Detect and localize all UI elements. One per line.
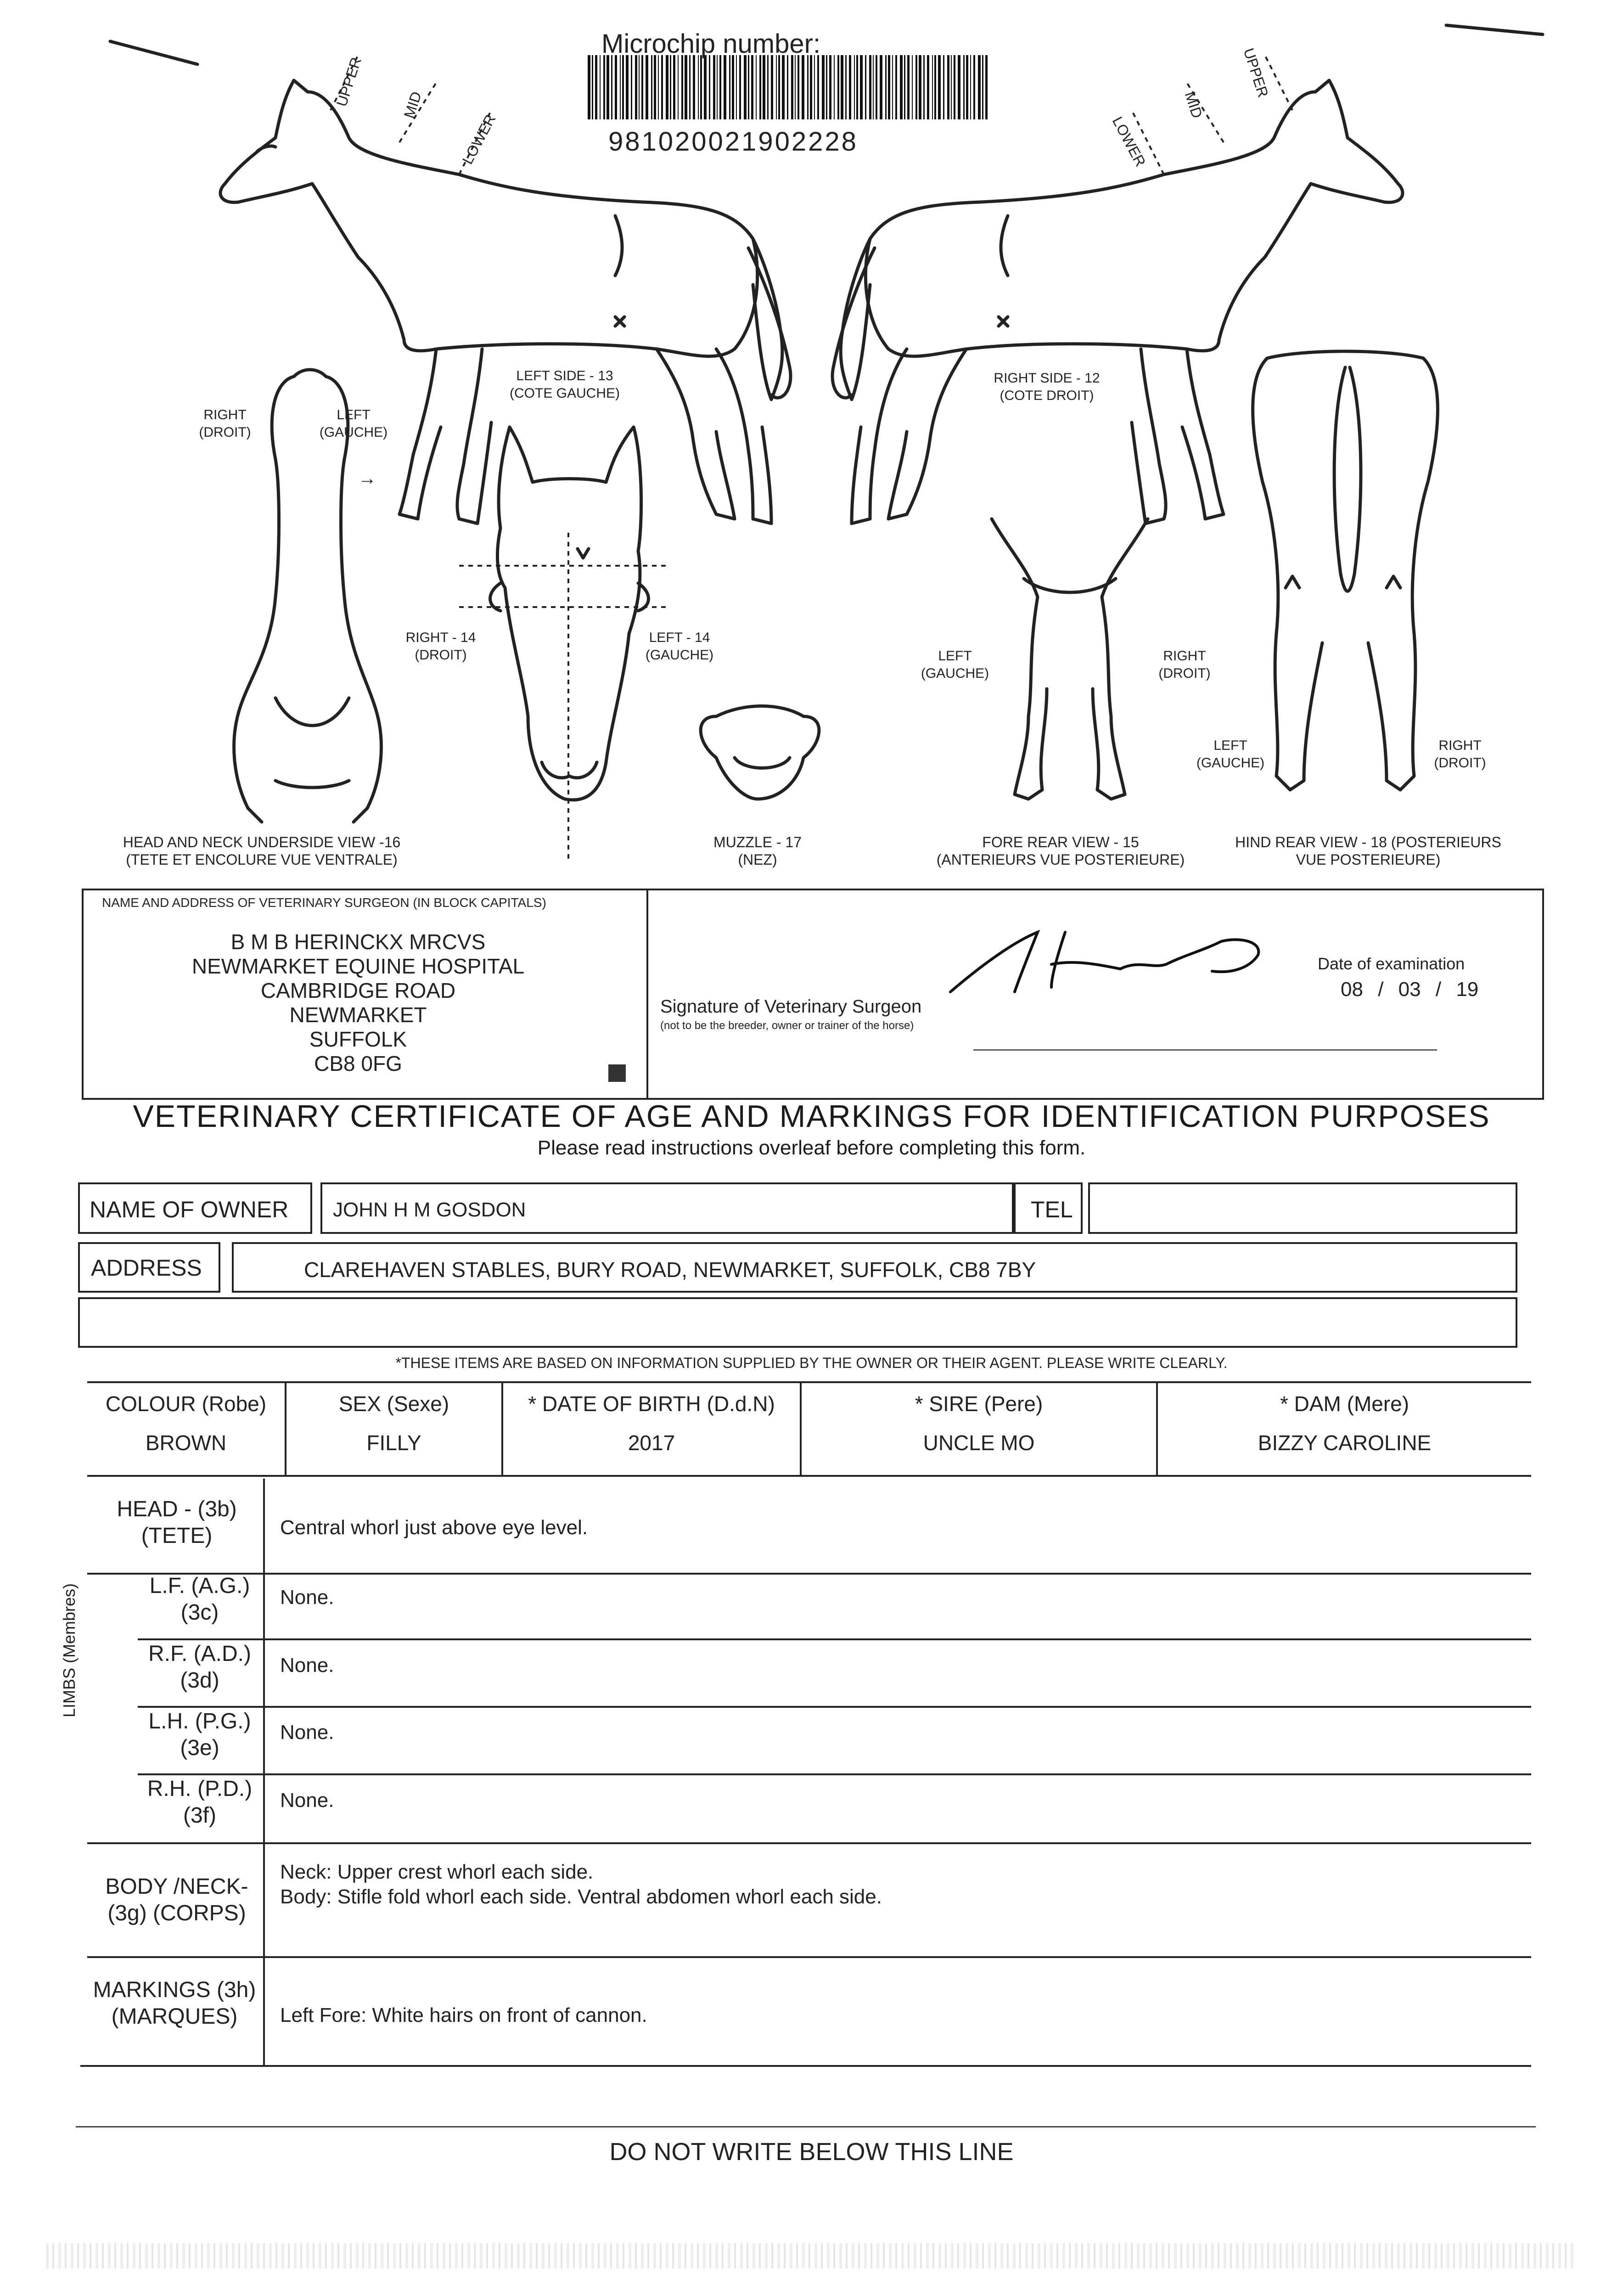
markings-divider bbox=[263, 1479, 265, 2066]
rf-row-label-2: (3d) bbox=[180, 1668, 219, 1693]
date-month: 03 bbox=[1398, 978, 1421, 1001]
hind-rear-caption-2: VUE POSTERIEURE) bbox=[1296, 851, 1441, 868]
microchip-label: Microchip number: bbox=[601, 29, 821, 59]
header-dob: * DATE OF BIRTH (D.d.N) bbox=[528, 1392, 775, 1416]
right-side-horse-drawing bbox=[832, 80, 1403, 523]
header-colour: COLOUR (Robe) bbox=[105, 1392, 267, 1416]
head-whorl-mark bbox=[578, 549, 589, 558]
corner-scribble-left bbox=[110, 41, 197, 64]
upper-neck-line-right bbox=[1265, 55, 1292, 110]
vet-address-line-3: CAMBRIDGE ROAD bbox=[260, 979, 456, 1002]
head-left-text: LEFT - 14 bbox=[649, 630, 710, 645]
lh-row-bottom bbox=[138, 1773, 1531, 1775]
hind-rear-view-drawing bbox=[1253, 351, 1438, 790]
do-not-write-text: DO NOT WRITE BELOW THIS LINE bbox=[609, 2138, 1014, 2166]
head-row-label-2: (TETE) bbox=[141, 1524, 213, 1548]
header-dam: * DAM (Mere) bbox=[1280, 1392, 1410, 1416]
details-bottom-line bbox=[87, 1475, 1531, 1477]
scan-noise-strip bbox=[46, 2243, 1575, 2268]
body-row-label bbox=[92, 1874, 262, 1927]
head-row-label-1: HEAD - (3b) bbox=[117, 1497, 237, 1521]
limbs-label: LIMBS (Membres) bbox=[60, 1583, 79, 1717]
lower-label-left: LOWER bbox=[459, 112, 499, 167]
header-sex: SEX (Sexe) bbox=[338, 1392, 449, 1416]
upper-label-right: UPPER bbox=[1240, 46, 1272, 100]
stifle-whorl-mark-right bbox=[999, 317, 1008, 326]
hind-rear-caption bbox=[1230, 833, 1506, 868]
tel-label: TEL bbox=[1031, 1197, 1073, 1222]
hind-left-label bbox=[1185, 737, 1276, 772]
vet-box-label: NAME AND ADDRESS OF VETERINARY SURGEON (IN BLOCK CAPITALS) bbox=[102, 895, 546, 910]
fore-left-label bbox=[909, 647, 1001, 682]
header-sire: * SIRE (Pere) bbox=[915, 1392, 1043, 1416]
underside-arrow: → bbox=[358, 468, 376, 489]
rh-row-value: None. bbox=[280, 1789, 334, 1812]
details-top-line bbox=[87, 1381, 1531, 1383]
date-label: Date of examination bbox=[1318, 954, 1465, 973]
fore-right-text-fr: (DROIT) bbox=[1158, 666, 1211, 681]
fore-left-text: LEFT bbox=[938, 648, 972, 664]
head-right-label bbox=[395, 629, 487, 664]
body-row-value-1: Neck: Upper crest whorl each side. bbox=[280, 1861, 594, 1883]
left-side-title: LEFT SIDE - 13 bbox=[516, 368, 613, 383]
vet-signature bbox=[946, 914, 1276, 1010]
hind-rear-caption-1: HIND REAR VIEW - 18 (POSTERIEURS bbox=[1235, 834, 1501, 850]
fore-rear-caption bbox=[900, 833, 1221, 868]
underside-right-text-fr: (DROIT) bbox=[199, 425, 251, 440]
vet-address-line-1: B M B HERINCKX MRCVS bbox=[230, 930, 486, 954]
muzzle-caption bbox=[684, 833, 831, 868]
value-dob: 2017 bbox=[628, 1431, 675, 1455]
rf-row-bottom bbox=[138, 1706, 1531, 1708]
hind-right-text-fr: (DROIT) bbox=[1434, 755, 1486, 771]
lf-row-label bbox=[138, 1573, 262, 1626]
muzzle-caption-2: (NEZ) bbox=[738, 851, 777, 868]
lf-row-value: None. bbox=[280, 1586, 334, 1609]
body-row-bottom bbox=[87, 1956, 1531, 1958]
vet-address-line-2: NEWMARKET EQUINE HOSPITAL bbox=[191, 954, 525, 978]
value-sex: FILLY bbox=[366, 1431, 421, 1455]
lf-row-bottom bbox=[138, 1638, 1531, 1640]
left-side-title-fr: (COTE GAUCHE) bbox=[510, 386, 620, 401]
signature-note: (not to be the breeder, owner or trainer of the horse) bbox=[660, 1019, 914, 1032]
head-row-bottom bbox=[87, 1573, 1531, 1575]
vet-address bbox=[152, 930, 565, 1076]
vet-address-line-4: NEWMARKET bbox=[289, 1003, 427, 1027]
fore-right-label bbox=[1139, 647, 1230, 682]
head-left-label bbox=[634, 629, 725, 664]
head-underside-caption-2: (TETE ET ENCOLURE VUE VENTRALE) bbox=[126, 851, 398, 868]
head-row-value: Central whorl just above eye level. bbox=[280, 1516, 588, 1539]
right-side-title-fr: (COTE DROIT) bbox=[1000, 388, 1094, 403]
hind-left-text-fr: (GAUCHE) bbox=[1196, 755, 1265, 771]
vet-box-divider bbox=[646, 889, 648, 1100]
body-row-value bbox=[280, 1860, 882, 1909]
head-right-text-fr: (DROIT) bbox=[415, 647, 467, 663]
right-side-title: RIGHT SIDE - 12 bbox=[994, 371, 1100, 386]
date-day: 08 bbox=[1341, 978, 1363, 1001]
underside-left-text-fr: (GAUCHE) bbox=[319, 425, 388, 440]
value-colour: BROWN bbox=[145, 1431, 227, 1455]
fore-rear-view-drawing bbox=[992, 519, 1148, 799]
stamp-icon bbox=[608, 1064, 626, 1082]
head-underside-caption-1: HEAD AND NECK UNDERSIDE VIEW -16 bbox=[123, 834, 401, 850]
left-side-label bbox=[473, 367, 657, 402]
value-sire: UNCLE MO bbox=[923, 1431, 1035, 1455]
markings-row-label bbox=[87, 1977, 262, 2030]
right-side-label bbox=[955, 370, 1139, 405]
tel-field[interactable] bbox=[1088, 1182, 1517, 1234]
fore-right-text: RIGHT bbox=[1163, 648, 1206, 664]
rf-row-value: None. bbox=[280, 1654, 334, 1677]
underside-right-text: RIGHT bbox=[203, 407, 247, 422]
microchip-number: 981020021902228 bbox=[608, 127, 858, 157]
lh-row-value: None. bbox=[280, 1721, 334, 1744]
lower-label-right: LOWER bbox=[1109, 114, 1149, 169]
corner-scribble-right bbox=[1446, 25, 1543, 34]
underside-left-text: LEFT bbox=[337, 407, 371, 422]
head-right-text: RIGHT - 14 bbox=[405, 630, 476, 645]
head-row-label bbox=[92, 1496, 262, 1549]
mid-label-right: MID bbox=[1181, 89, 1206, 120]
date-value bbox=[1341, 978, 1478, 1001]
owner-info-note: *THESE ITEMS ARE BASED ON INFORMATION SUPPLIED BY THE OWNER OR THEIR AGENT. PLEASE WRITE CLEARLY. bbox=[395, 1355, 1228, 1371]
markings-row-value: Left Fore: White hairs on front of cannon. bbox=[280, 2004, 647, 2026]
markings-row-label-2: (MARQUES) bbox=[111, 2004, 238, 2029]
hind-right-label bbox=[1414, 737, 1506, 772]
upper-label-left: UPPER bbox=[333, 55, 365, 109]
date-sep-1: / bbox=[1378, 978, 1384, 1001]
fore-left-text-fr: (GAUCHE) bbox=[921, 666, 989, 681]
rh-row-label-2: (3f) bbox=[183, 1803, 216, 1828]
underside-left-label bbox=[308, 406, 399, 441]
hind-left-text: LEFT bbox=[1213, 738, 1247, 753]
rh-row-label bbox=[138, 1776, 262, 1829]
do-not-write-line bbox=[76, 2126, 1536, 2127]
rf-row-label-1: R.F. (A.D.) bbox=[148, 1642, 251, 1666]
vet-address-line-5: SUFFOLK bbox=[309, 1027, 407, 1051]
body-row-label-2: (3g) (CORPS) bbox=[107, 1901, 246, 1925]
body-row-label-1: BODY /NECK- bbox=[105, 1874, 248, 1899]
lh-row-label-2: (3e) bbox=[180, 1736, 219, 1760]
rf-row-label bbox=[138, 1641, 262, 1694]
lh-row-label bbox=[138, 1708, 262, 1761]
markings-row-bottom bbox=[80, 2065, 1531, 2067]
date-sep-2: / bbox=[1435, 978, 1442, 1001]
certificate-title: VETERINARY CERTIFICATE OF AGE AND MARKINGS FOR IDENTIFICATION PURPOSES bbox=[133, 1099, 1490, 1134]
hind-right-mark bbox=[1387, 576, 1400, 588]
owner-name-value: JOHN H M GOSDON bbox=[333, 1199, 526, 1221]
head-underside-caption bbox=[101, 833, 422, 868]
value-dam: BIZZY CAROLINE bbox=[1258, 1431, 1432, 1455]
address-label: ADDRESS bbox=[91, 1255, 202, 1281]
markings-row-label-1: MARKINGS (3h) bbox=[93, 1978, 256, 2002]
lf-row-label-2: (3c) bbox=[180, 1600, 219, 1625]
mid-label-left: MID bbox=[400, 89, 425, 120]
lf-row-label-1: L.F. (A.G.) bbox=[149, 1574, 250, 1598]
signature-line bbox=[973, 1049, 1437, 1051]
date-year: 19 bbox=[1456, 978, 1479, 1001]
signature-label: Signature of Veterinary Surgeon bbox=[660, 996, 922, 1017]
left-side-horse-drawing bbox=[220, 80, 791, 523]
hind-right-text: RIGHT bbox=[1438, 738, 1482, 753]
fore-rear-caption-1: FORE REAR VIEW - 15 bbox=[982, 834, 1139, 850]
address-value: CLAREHAVEN STABLES, BURY ROAD, NEWMARKET, SUFFOLK, CB8 7BY bbox=[304, 1258, 1036, 1282]
muzzle-drawing bbox=[701, 706, 819, 799]
address-field-2[interactable] bbox=[78, 1297, 1517, 1348]
rh-row-bottom bbox=[87, 1842, 1531, 1844]
stifle-whorl-mark-left bbox=[615, 317, 624, 326]
lh-row-label-1: L.H. (P.G.) bbox=[148, 1709, 251, 1733]
head-left-text-fr: (GAUCHE) bbox=[645, 647, 714, 663]
rh-row-label-1: R.H. (P.D.) bbox=[147, 1777, 253, 1801]
body-row-value-2: Body: Stifle fold whorl each side. Ventral abdomen whorl each side. bbox=[280, 1885, 882, 1908]
hind-left-mark bbox=[1286, 576, 1299, 588]
owner-name-label: NAME OF OWNER bbox=[90, 1197, 289, 1222]
muzzle-caption-1: MUZZLE - 17 bbox=[713, 834, 802, 850]
vet-address-line-6: CB8 0FG bbox=[314, 1052, 402, 1075]
certificate-subtitle: Please read instructions overleaf before completing this form. bbox=[537, 1137, 1086, 1159]
underside-right-label bbox=[179, 406, 271, 441]
fore-rear-caption-2: (ANTERIEURS VUE POSTERIEURE) bbox=[936, 851, 1185, 868]
